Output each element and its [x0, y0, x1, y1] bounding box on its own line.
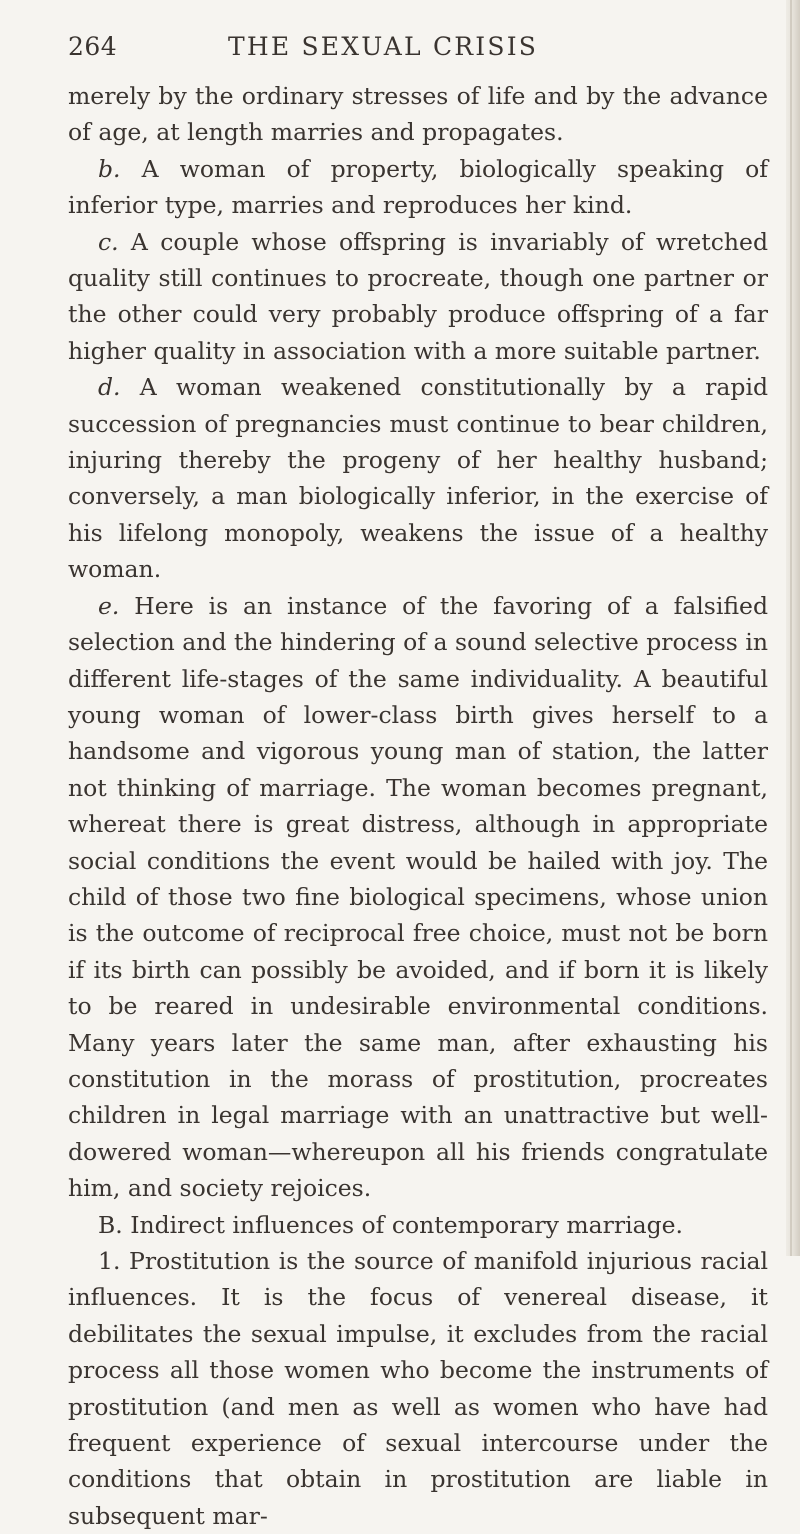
body-text — [68, 78, 768, 1534]
paragraph-text: Here is an instance of the favoring of a falsified selection and the hindering of a sound selective process in different life-stages of the same individuality. A beautiful young woman of lower-class birth gives herself to a handsome and vigorous young man of station, the latter not thinking of marriage. The woman becomes pregnant, whereat there is great distress, although in appropriate social conditions the event would be hailed with joy. The child of those two fine biological specimens, whose union is the outcome of reciprocal free choice, must not be born if its birth can possibly be avoided, and if born it is likely to be reared in undesirable environmental conditions. Many years later the same man, after exhausting his constitution in the morass of prostitution, procreates children in legal marriage with an unattractive but well-dowered woman—whereupon all his friends congratulate him, and society rejoices. — [68, 591, 768, 1203]
section-heading-b — [68, 1207, 768, 1243]
paragraph-b — [68, 151, 768, 224]
paragraph-text: A woman weakened constitutionally by a rapid succession of pregnancies must continue to bear children, injuring thereby the progeny of her healthy husband; conversely, a man biologically inferior, in the exercise of his lifelong monopoly, weakens the issue of a healthy woman. — [68, 373, 768, 584]
paragraph-text: A couple whose offspring is invariably of wretched quality still continues to procreate, though one partner or the other could very probably produce offspring of a far higher quality in association with a more suitable partner. — [68, 227, 768, 365]
page-edge — [786, 0, 800, 1256]
paragraph-text: merely by the ordinary stresses of life and by the advance of age, at length marries and propagates. — [68, 82, 768, 147]
page-header — [68, 30, 758, 64]
paragraph-c — [68, 224, 768, 370]
paragraph-e — [68, 588, 768, 1207]
paragraph-continuation — [68, 78, 768, 151]
page-edge-shadow — [790, 0, 792, 1256]
item-label: b. — [98, 154, 121, 183]
paragraph-text: B. Indirect influences of contemporary marriage. — [98, 1210, 684, 1239]
paragraph-text: A woman of property, biologically speaking of inferior type, marries and reproduces her kind. — [68, 154, 768, 220]
paragraph-text: 1. Prostitution is the source of manifold injurious racial influences. It is the focus of venereal disease, it debilitates the sexual impulse, it excludes from the racial process all those women who become the instruments of prostitution (and men as well as women who have had frequent experience of sexual intercourse under the conditions that obtain in prostitution are liable in subsequent mar- — [68, 1247, 768, 1530]
item-label: e. — [98, 591, 120, 620]
paragraph-d — [68, 369, 768, 587]
item-label: c. — [98, 227, 119, 256]
running-title: THE SEXUAL CRISIS — [228, 32, 539, 61]
item-label: d. — [98, 373, 121, 402]
paragraph-1 — [68, 1243, 768, 1534]
page-number: 264 — [68, 32, 118, 61]
